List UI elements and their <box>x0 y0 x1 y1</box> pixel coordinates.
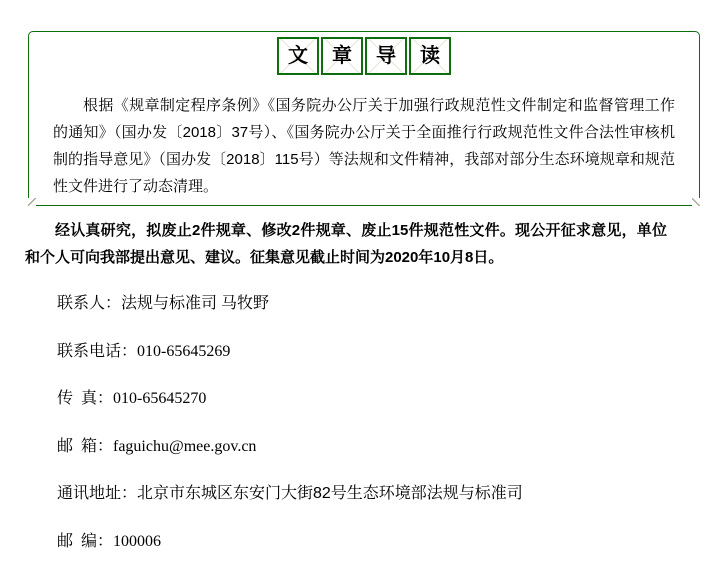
guide-title-char-grid <box>409 37 451 75</box>
guide-title-char: 章 <box>332 46 352 66</box>
guide-paragraph: 根据《规章制定程序条例》《国务院办公厅关于加强行政规范性文件制定和监督管理工作的通知》（国办发〔2018〕37号）、《国务院办公厅关于全面推行行政规范性文件合法性审核机制的指导意见》（国办发〔2018〕115号）等法规和文件精神，我部对部分生态环境规章和规范性文件进行了动态清理。 <box>53 92 675 200</box>
contact-info-list <box>25 280 706 565</box>
guide-title-char-grid <box>365 37 407 75</box>
contact-phone-line: 联系电话：010-65645269 <box>25 328 706 376</box>
summary-paragraph: 经认真研究，拟废止2件规章、修改2件规章、废止15件规范性文件。现公开征求意见，单位和个人可向我部提出意见、建议。征集意见截止时间为2020年10月8日。 <box>25 217 667 271</box>
guide-title-char: 导 <box>376 46 396 66</box>
article-guide-box <box>28 31 700 206</box>
contact-email-line: 邮 箱：faguichu@mee.gov.cn <box>25 423 706 471</box>
contact-person-line: 联系人：法规与标准司 马牧野 <box>25 280 706 328</box>
contact-postcode-line: 邮 编：100006 <box>25 518 706 565</box>
guide-title-char: 读 <box>420 46 440 66</box>
contact-address-line: 通讯地址：北京市东城区东安门大街82号生态环境部法规与标准司 <box>25 470 706 518</box>
guide-title-char-grid <box>277 37 319 75</box>
contact-fax-line: 传 真：010-65645270 <box>25 375 706 423</box>
guide-title-char-grid <box>321 37 363 75</box>
guide-title-char: 文 <box>288 46 308 66</box>
guide-title <box>29 37 699 75</box>
